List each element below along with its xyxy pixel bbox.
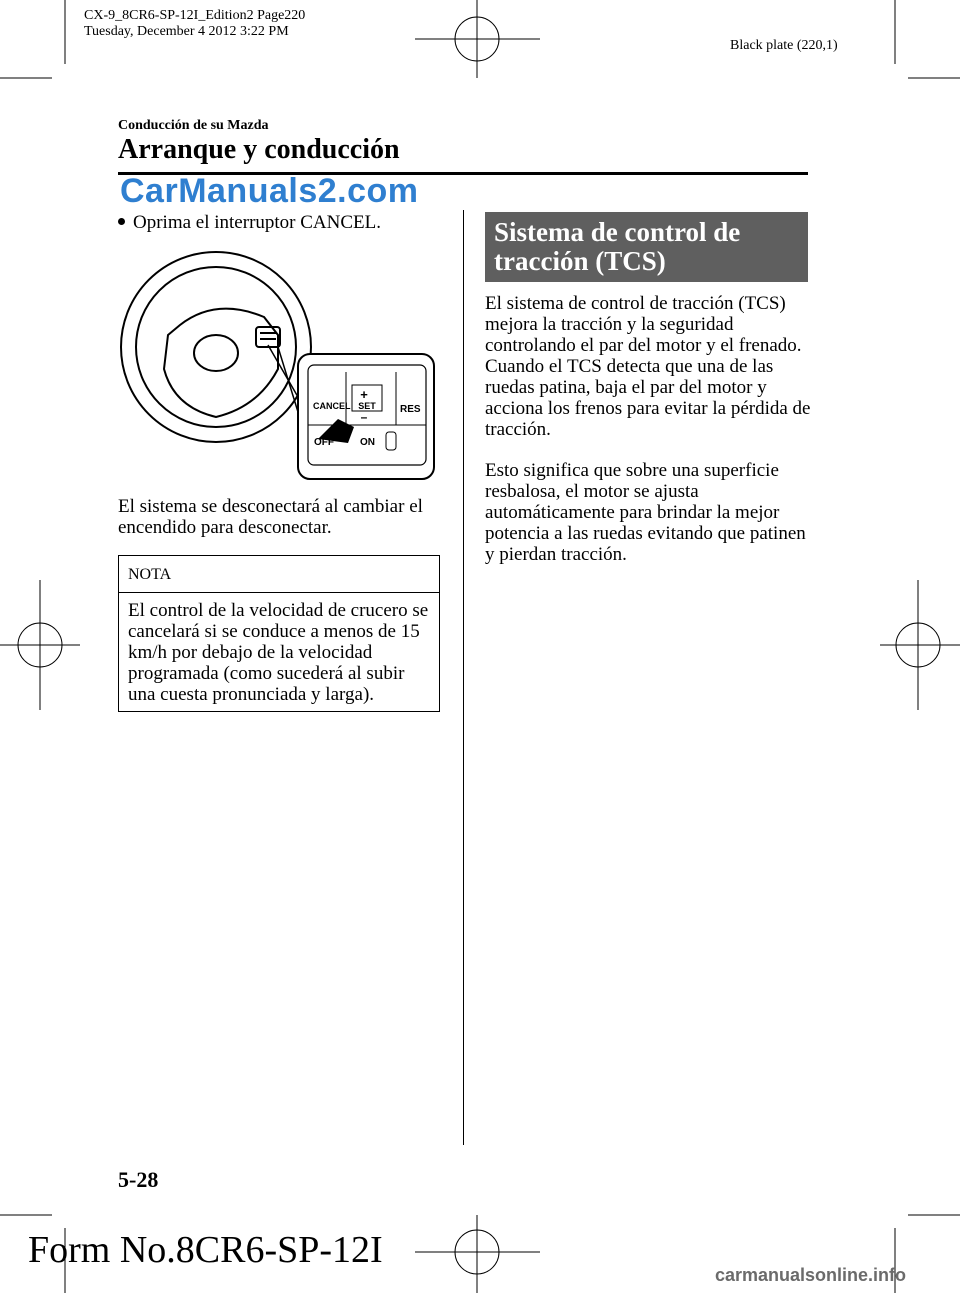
note-title: NOTA <box>128 566 172 583</box>
off-label: OFF <box>314 437 334 448</box>
tcs-section-banner <box>485 212 808 282</box>
note-box <box>118 555 440 712</box>
page-number: 5-28 <box>118 1167 159 1192</box>
print-meta-line2: Tuesday, December 4 2012 3:22 PM <box>84 24 289 39</box>
bullet-text: Oprima el interruptor CANCEL. <box>133 212 382 233</box>
tcs-section-title: Sistema de control de tracción (TCS) <box>494 217 741 276</box>
section-label: Conducción de su Mazda <box>118 118 269 133</box>
steering-wheel-illustration <box>118 247 438 482</box>
watermark-link[interactable]: CarManuals2.com <box>120 172 419 210</box>
left-paragraph: El sistema se desconectará al cambiar el encendido para desconectar. <box>118 496 423 538</box>
note-text: El control de la velocidad de crucero se cancelará si se conduce a menos de 15 km/h por debajo de la velocidad programada (como sucederá al subir una cuesta pronunciada y larga). <box>128 600 429 705</box>
minus-label: – <box>360 410 368 424</box>
bullet-icon <box>118 218 125 225</box>
site-watermark-link[interactable]: carmanualsonline.info <box>715 1265 907 1285</box>
print-metadata <box>84 8 305 40</box>
form-number: Form No.8CR6-SP-12I <box>28 1229 383 1271</box>
res-label: RES <box>400 404 421 415</box>
plate-label: Black plate (220,1) <box>730 38 838 53</box>
note-divider <box>119 592 439 593</box>
print-meta-line1: CX-9_8CR6-SP-12I_Edition2 Page220 <box>84 8 306 23</box>
column-divider <box>463 210 464 1145</box>
on-label: ON <box>360 437 375 448</box>
tcs-paragraph-1: El sistema de control de tracción (TCS) mejora la tracción y la seguridad controlando el par del motor y el frenado. Cuando el TCS detecta que una de las ruedas patina, baja el par del motor y acciona los frenos para evitar la pérdida de tracción. <box>485 293 811 440</box>
bullet-item <box>118 212 381 233</box>
cancel-label: CANCEL <box>313 401 351 411</box>
chapter-title: Arranque y conducción <box>118 134 400 165</box>
plus-label: + <box>360 387 368 402</box>
steering-wheel <box>121 252 311 442</box>
set-label: SET <box>358 401 376 411</box>
tcs-paragraph-2: Esto significa que sobre una superficie resbalosa, el motor se ajusta automáticamente para brindar la mejor potencia a las ruedas evitando que patinen y pierdan tracción. <box>485 460 806 565</box>
